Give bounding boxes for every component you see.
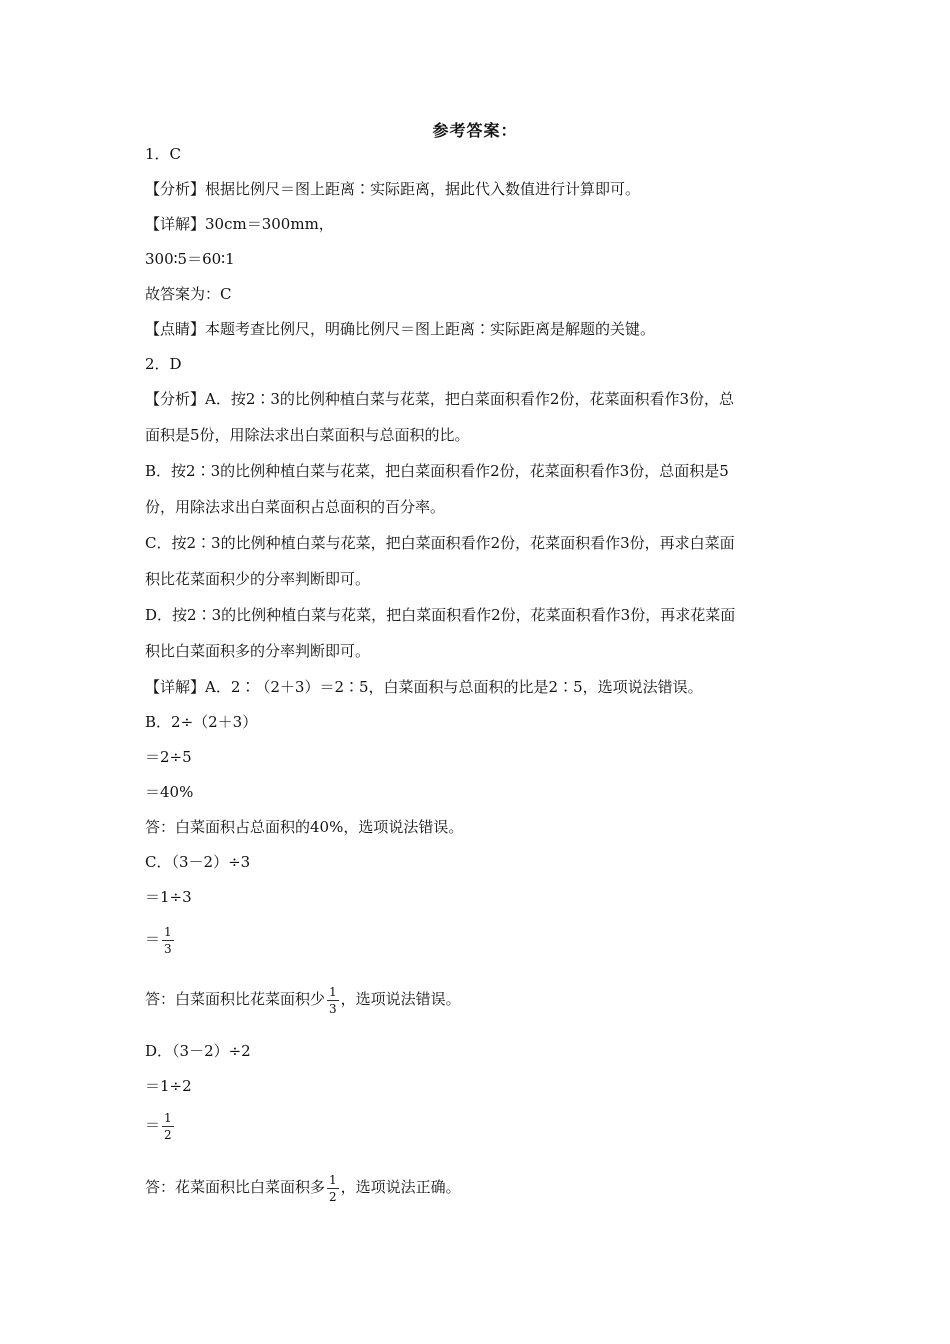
answer-line: D．（3－2）÷2 (145, 1042, 251, 1060)
fraction-line: 答：白菜面积比花菜面积少 $\frac{1}{3}$ ，选项说法错误。 (145, 984, 461, 1016)
answer-line: 【分析】根据比例尺＝图上距离∶实际距离，据此代入数值进行计算即可。 (145, 180, 641, 198)
answer-line: 300∶5＝60∶1 (145, 250, 235, 268)
answer-line: 积比白菜面积多的分率判断即可。 (145, 642, 371, 660)
answer-line: C．（3－2）÷3 (145, 853, 251, 871)
answer-line: 份，用除法求出白菜面积占总面积的百分率。 (145, 498, 446, 516)
answer-line: 1．C (145, 145, 182, 163)
answer-title: 参考答案： (432, 121, 518, 140)
answer-line: ＝1÷2 (145, 1077, 192, 1095)
fraction-line: 答：花菜面积比白菜面积多 $\frac{1}{2}$ ，选项说法正确。 (145, 1172, 461, 1204)
answer-line: B．2÷（2＋3） (145, 713, 258, 731)
answer-line: ＝2÷5 (145, 748, 192, 766)
answer-line: C．按2∶3的比例种植白菜与花菜，把白菜面积看作2份，花菜面积看作3份，再求白菜面 (145, 534, 735, 552)
answer-line: ＝40% (145, 783, 194, 801)
answer-line: 故答案为：C (145, 285, 232, 303)
answer-line: D．按2∶3的比例种植白菜与花菜，把白菜面积看作2份，花菜面积看作3份，再求花菜面 (145, 606, 736, 624)
answer-line: 积比花菜面积少的分率判断即可。 (145, 570, 371, 588)
answer-line: 面积是5份，用除法求出白菜面积与总面积的比。 (145, 426, 470, 444)
fraction: $\frac{1}{3}$ (164, 924, 172, 956)
answer-line: 2．D (145, 355, 182, 373)
fraction: $\frac{1}{3}$ (329, 984, 337, 1016)
answer-line: B．按2∶3的比例种植白菜与花菜，把白菜面积看作2份，花菜面积看作3份，总面积是5 (145, 462, 729, 480)
answer-line: 答：白菜面积占总面积的40%，选项说法错误。 (145, 818, 464, 836)
answer-line: 【详解】30cm＝300mm， (145, 215, 334, 233)
fraction: $\frac{1}{2}$ (164, 1110, 172, 1142)
fraction-line: ＝ $\frac{1}{2}$ (145, 1110, 172, 1142)
answer-line: 【点睛】本题考查比例尺，明确比例尺＝图上距离∶实际距离是解题的关键。 (145, 320, 656, 338)
answer-line: 【详解】A．2∶（2＋3）＝2∶5，白菜面积与总面积的比是2∶5，选项说法错误。 (145, 678, 703, 696)
answer-line: ＝1÷3 (145, 888, 192, 906)
fraction: $\frac{1}{2}$ (329, 1172, 337, 1204)
answer-line: 【分析】A．按2∶3的比例种植白菜与花菜，把白菜面积看作2份，花菜面积看作3份，总 (145, 390, 735, 408)
fraction-line: ＝ $\frac{1}{3}$ (145, 924, 172, 956)
